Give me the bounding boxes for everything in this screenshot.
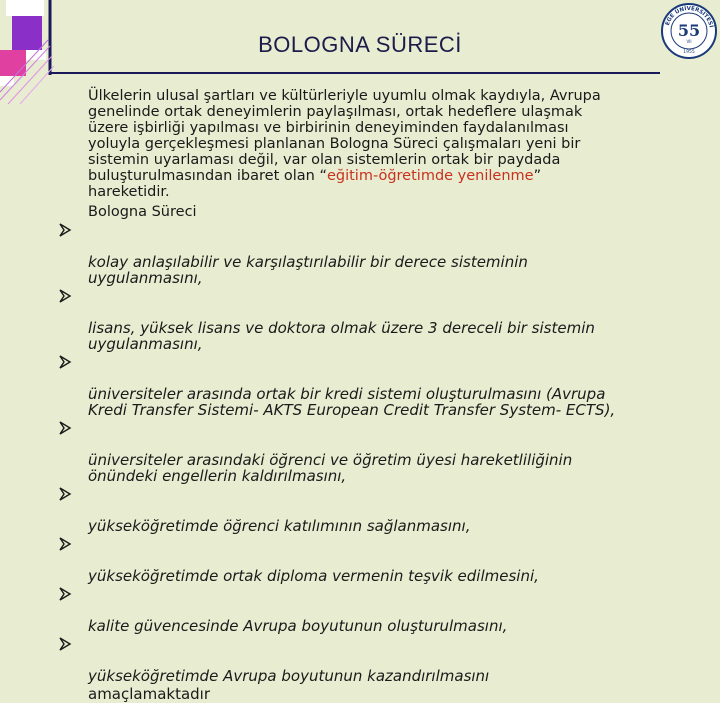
arrow-bullet-icon [58,354,72,370]
bullet-text: yükseköğretimde öğrenci katılımının sağlanmasını, [88,517,471,535]
svg-text:1955: 1955 [683,50,695,55]
intro-text-before: Ülkelerin ulusal şartları ve kültürleriyle uyumlu olmak kaydıyla, Avrupa genelinde ortak deneyimlerin paylaşılması, ortak hedeflere ulaşmak üzere işbirliği yapılması ve birbirinin deneyiminden faydalanılması yoluyla gerçekleşmesi planlanan Bologna Süreci çalışmaları yeni bir sistemin uyarlaması değil, var olan sistemlerin ortak bir paydada buluşturulmasından ibaret olan “ [88,88,601,184]
bullet-text: üniversiteler arasındaki öğrenci ve öğretim üyesi hareketliliğinin önündeki engellerin kaldırılmasını, [88,451,573,485]
subheading: Bologna Süreci [88,204,197,220]
closing-text: amaçlamaktadır [88,685,211,703]
bullet-item [88,288,698,352]
bullet-item [88,536,698,584]
bullet-list [88,222,698,684]
bullet-text: kolay anlaşılabilir ve karşılaştırılabilir bir derece sisteminin uygulanmasını, [88,253,528,287]
bullet-item [88,222,698,286]
bullet-text: yükseköğretimde ortak diploma vermenin teşvik edilmesini, [88,567,539,585]
bullet-item [88,586,698,634]
slide-body [88,88,698,702]
intro-paragraph [88,88,698,200]
intro-highlight: eğitim-öğretimde yenilenme [326,168,534,184]
arrow-bullet-icon [58,636,72,652]
svg-text:VII: VII [686,39,692,44]
arrow-bullet-icon [58,420,72,436]
bullet-item [88,636,698,684]
arrow-bullet-icon [58,222,72,238]
arrow-bullet-icon [58,288,72,304]
university-seal-logo [660,2,718,60]
svg-text:55: 55 [677,21,701,40]
arrow-bullet-icon [58,486,72,502]
bullet-item [88,354,698,418]
bullet-text: üniversiteler arasında ortak bir kredi sistemi oluşturulmasını (Avrupa Kredi Transfer Sistemi- AKTS European Credit Transfer System- ECTS), [88,385,616,419]
svg-text:EGE ÜNİVERSİTESİ: EGE ÜNİVERSİTESİ [664,5,714,29]
slide-title: BOLOGNA SÜRECİ [258,32,462,57]
arrow-bullet-icon [58,536,72,552]
arrow-bullet-icon [58,586,72,602]
bullet-text: yükseköğretimde Avrupa boyutunun kazandırılmasını [88,667,490,685]
bullet-text: lisans, yüksek lisans ve doktora olmak üzere 3 dereceli bir sistemin uygulanmasını, [88,319,595,353]
bullet-text: kalite güvencesinde Avrupa boyutunun oluşturulmasını, [88,617,508,635]
bullet-item [88,420,698,484]
intro-text-after: ” hareketidir. [88,168,542,200]
bullet-item [88,486,698,534]
